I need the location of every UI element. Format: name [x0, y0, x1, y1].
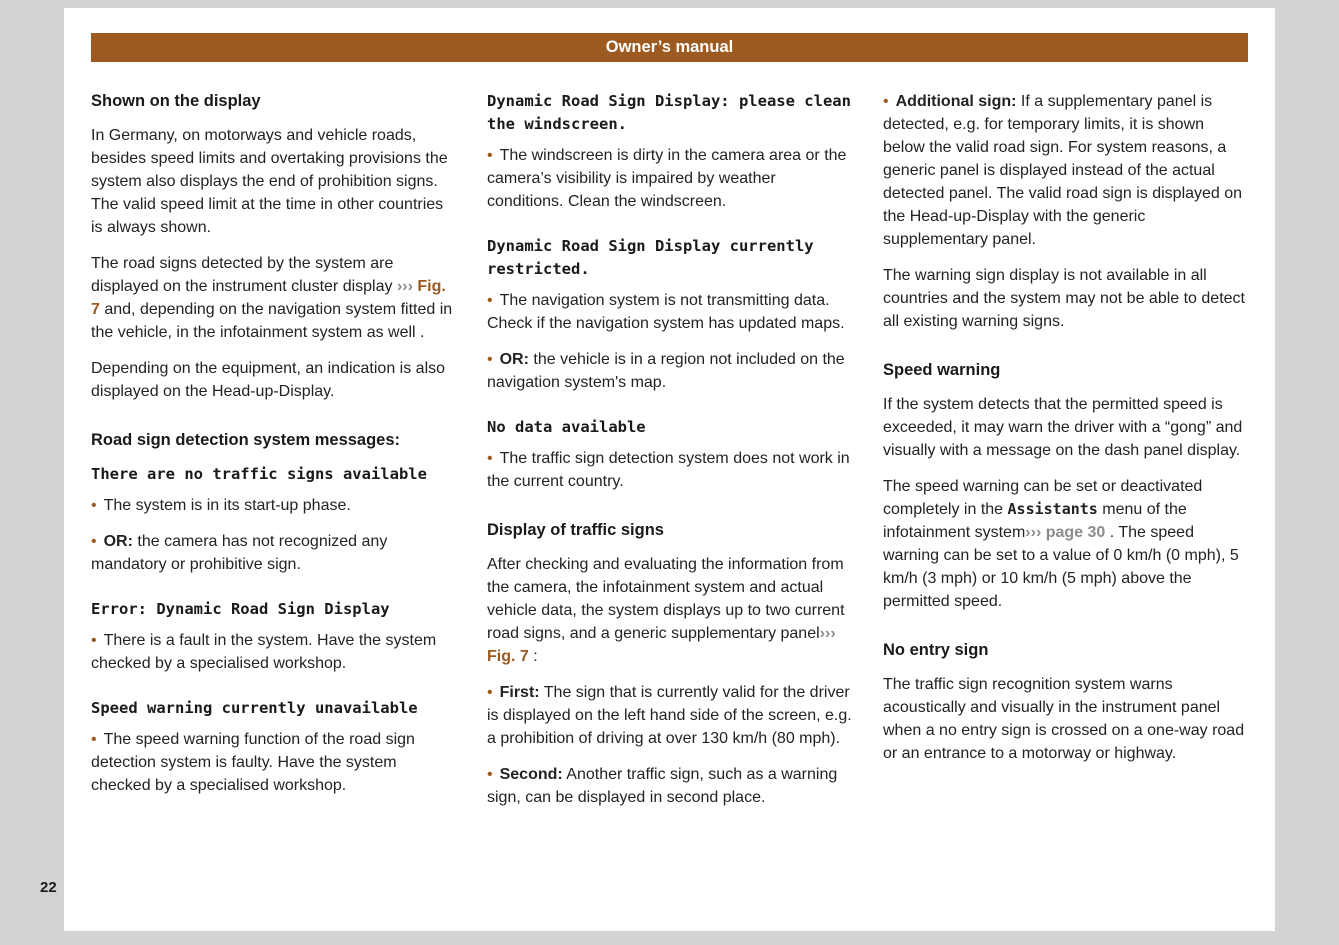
bullet-item: • There is a fault in the system. Have the system checked by a specialised workshop. [91, 632, 437, 672]
section-heading: Road sign detection system messages: [91, 431, 401, 449]
bullet-icon: • [91, 731, 97, 748]
bullet-icon: • [91, 497, 97, 514]
bullet-icon: • [487, 450, 493, 467]
header-bar [91, 33, 1248, 62]
paragraph: The traffic sign recognition system warns acoustically and visually in the instrument panel when a no entry sign is crossed on a one-way road or an entrance to a motorway or highway. [883, 676, 1245, 762]
page-reference-link[interactable]: page 30 [1045, 524, 1106, 541]
emphasis-text: OR: [499, 351, 529, 368]
cross-reference-chevrons-icon: ››› [396, 278, 418, 295]
bullet-item: • The speed warning function of the road sign detection system is faulty. Have the system checked by a specialised workshop. [91, 731, 415, 794]
paragraph: The warning sign display is not available in all countries and the system may not be able to detect all existing warning signs. [883, 267, 1245, 330]
system-message-heading: Dynamic Road Sign Display: please clean the windscreen. [487, 92, 851, 133]
paragraph: After checking and evaluating the information from the camera, the infotainment system and actual vehicle data, the system displays up to two current road signs, and a generic supplementary panel››› Fig. 7 : [487, 556, 845, 665]
bullet-item: • The windscreen is dirty in the camera area or the camera’s visibility is impaired by weather conditions. Clean the windscreen. [487, 147, 847, 210]
emphasis-text: Second: [499, 766, 563, 783]
bullet-item: • The traffic sign detection system does not work in the current country. [487, 450, 850, 490]
bullet-item: • First: The sign that is currently valid for the driver is displayed on the left hand side of the screen, e.g. a prohibition of driving at over 130 km/h (80 mph). [487, 684, 852, 747]
cross-reference-chevrons-icon: ››› [1025, 524, 1046, 541]
emphasis-text: First: [499, 684, 540, 701]
bullet-icon: • [91, 533, 97, 550]
paragraph: Depending on the equipment, an indication is also displayed on the Head-up-Display. [91, 360, 446, 400]
bullet-icon: • [883, 93, 889, 110]
paragraph: The speed warning can be set or deactivated completely in the Assistants menu of the infotainment system››› page 30 . The speed warning can be set to a value of 0 km/h (0 mph), 5 km/h (3 mph) or 10 km/h (5 mph) above the permitted speed. [883, 478, 1239, 610]
bullet-item: • OR: the vehicle is in a region not included on the navigation system's map. [487, 351, 845, 391]
bullet-item: • Second: Another traffic sign, such as a warning sign, can be displayed in second place. [487, 766, 838, 806]
inline-mono-term: Assistants [1007, 500, 1098, 518]
paragraph: The road signs detected by the system are displayed on the instrument cluster display ››› Fig. 7 and, depending on the navigation system fitted in the vehicle, in the infotainment system as well . [91, 255, 453, 341]
emphasis-text: OR: [103, 533, 133, 550]
column-1 [91, 90, 456, 822]
paragraph: In Germany, on motorways and vehicle roads, besides speed limits and overtaking provisions the system also displays the end of prohibition signs. The valid speed limit at the time in other countries is always shown. [91, 127, 448, 236]
page-title: Owner’s manual [605, 38, 734, 56]
section-heading: Speed warning [883, 361, 1001, 379]
system-message-heading: Speed warning currently unavailable [91, 699, 418, 717]
system-message-heading: There are no traffic signs available [91, 465, 427, 483]
content-columns [91, 90, 1248, 822]
bullet-icon: • [487, 684, 493, 701]
page-number: 22 [40, 879, 57, 896]
paragraph: If the system detects that the permitted speed is exceeded, it may warn the driver with a “gong” and visually with a message on the dash panel display. [883, 396, 1243, 459]
bullet-icon: • [487, 147, 493, 164]
cross-reference-chevrons-icon: ››› [819, 625, 836, 642]
system-message-heading: Dynamic Road Sign Display currently restricted. [487, 237, 814, 278]
bullet-icon: • [487, 292, 493, 309]
bullet-icon: • [91, 632, 97, 649]
bullet-icon: • [487, 351, 493, 368]
bullet-icon: • [487, 766, 493, 783]
column-3 [883, 90, 1248, 822]
figure-reference-link[interactable]: Fig. 7 [91, 278, 446, 318]
bullet-item: • The system is in its start-up phase. [91, 497, 351, 514]
column-2 [487, 90, 852, 822]
bullet-item: • OR: the camera has not recognized any mandatory or prohibitive sign. [91, 533, 388, 573]
section-heading: Display of traffic signs [487, 521, 664, 539]
system-message-heading: No data available [487, 418, 646, 436]
figure-reference-link[interactable]: Fig. 7 [487, 648, 529, 665]
section-heading: Shown on the display [91, 92, 261, 110]
system-message-heading: Error: Dynamic Road Sign Display [91, 600, 390, 618]
section-heading: No entry sign [883, 641, 989, 659]
manual-page [64, 8, 1275, 931]
bullet-item: • Additional sign: If a supplementary panel is detected, e.g. for temporary limits, it is shown below the valid road sign. For system reasons, a generic panel is displayed instead of the actual detected panel. The valid road sign is displayed on the Head-up-Display with the generic supplementary panel. [883, 93, 1243, 248]
bullet-item: • The navigation system is not transmitting data. Check if the navigation system has updated maps. [487, 292, 845, 332]
emphasis-text: Additional sign: [895, 93, 1017, 110]
